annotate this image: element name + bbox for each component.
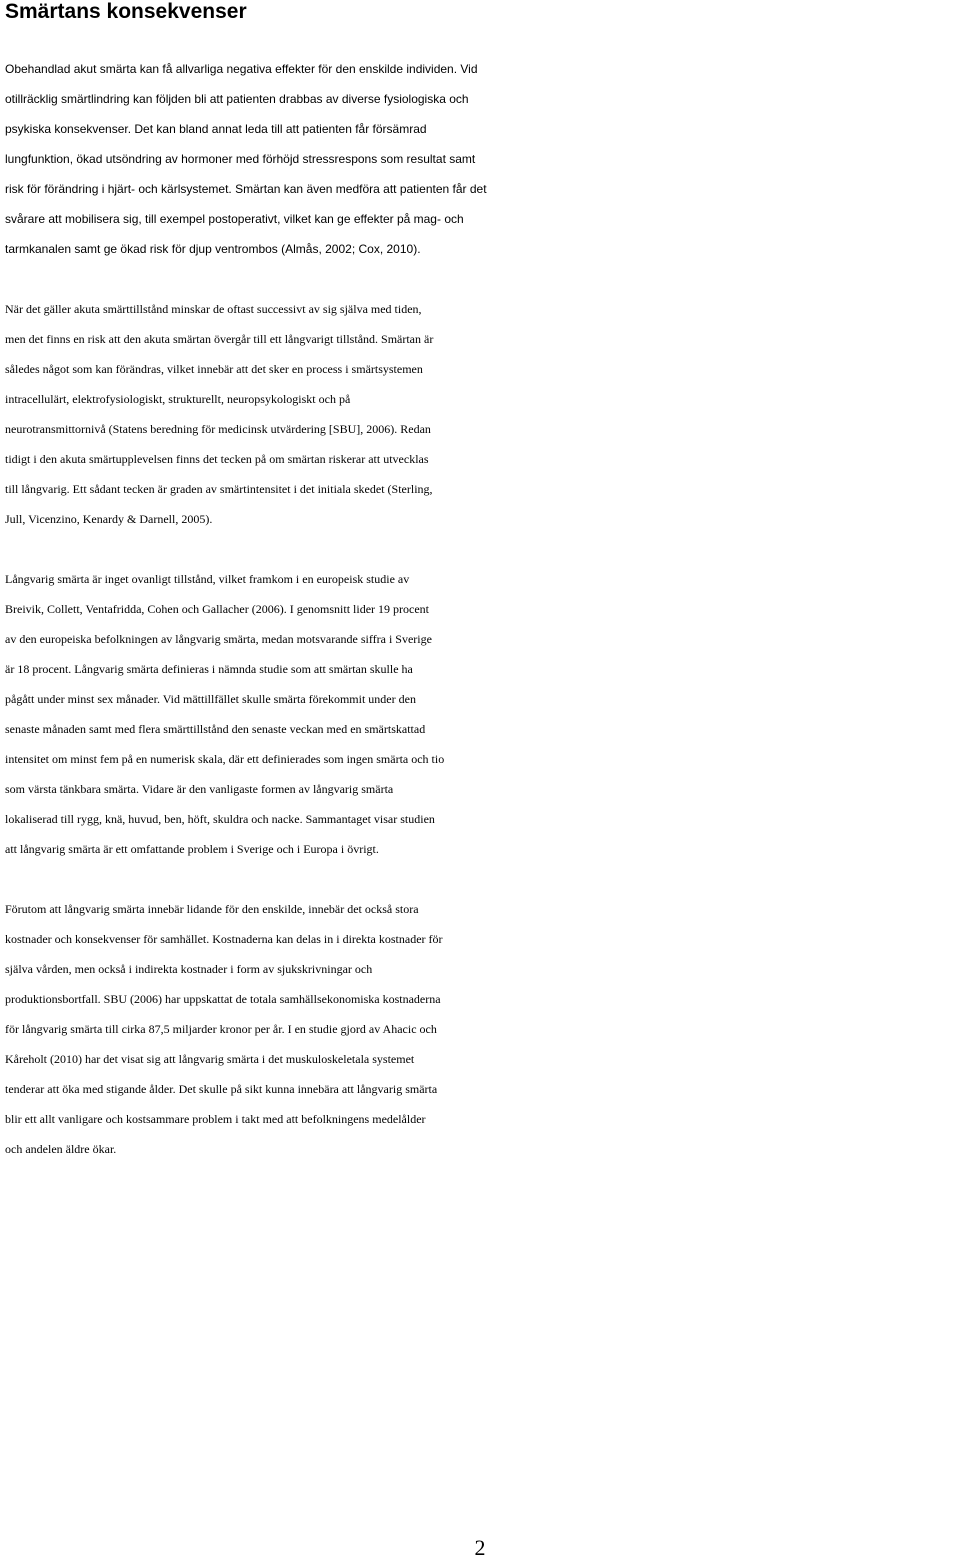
- paragraph-line: är 18 procent. Långvarig smärta definieras i nämnda studie som att smärtan skulle ha: [5, 662, 413, 676]
- paragraph-line: Jull, Vicenzino, Kenardy & Darnell, 2005).: [5, 512, 213, 526]
- paragraph-2: [5, 294, 960, 534]
- paragraph-1: [5, 54, 960, 264]
- paragraph-line: När det gäller akuta smärttillstånd minskar de oftast successivt av sig själva med tiden,: [5, 302, 422, 316]
- paragraph-line: tarmkanalen samt ge ökad risk för djup ventrombos (Almås, 2002; Cox, 2010).: [5, 242, 421, 256]
- paragraph-line: tenderar att öka med stigande ålder. Det skulle på sikt kunna innebära att långvarig smärta: [5, 1082, 438, 1096]
- paragraph-3: [5, 564, 960, 864]
- paragraph-line: senaste månaden samt med flera smärttillstånd den senaste veckan med en smärtskattad: [5, 722, 426, 736]
- paragraph-line: men det finns en risk att den akuta smärtan övergår till ett långvarigt tillstånd. Smärtan är: [5, 332, 434, 346]
- paragraph-line: för långvarig smärta till cirka 87,5 miljarder kronor per år. I en studie gjord av Ahacic och: [5, 1022, 437, 1036]
- paragraph-line: otillräcklig smärtlindring kan följden bli att patienten drabbas av diverse fysiologiska och: [5, 92, 469, 106]
- paragraph-line: lokaliserad till rygg, knä, huvud, ben, höft, skuldra och nacke. Sammantaget visar studien: [5, 812, 435, 826]
- paragraph-line: risk för förändring i hjärt- och kärlsystemet. Smärtan kan även medföra att patienten får det: [5, 182, 487, 196]
- paragraph-line: lungfunktion, ökad utsöndring av hormoner med förhöjd stressrespons som resultat samt: [5, 152, 476, 166]
- paragraph-line: produktionsbortfall. SBU (2006) har uppskattat de totala samhällsekonomiska kostnaderna: [5, 992, 441, 1006]
- paragraph-line: till långvarig. Ett sådant tecken är graden av smärtintensitet i det initiala skedet (Sterling,: [5, 482, 433, 496]
- paragraph-line: och andelen äldre ökar.: [5, 1142, 117, 1156]
- paragraph-line: neurotransmittornivå (Statens beredning för medicinsk utvärdering [SBU], 2006). Redan: [5, 422, 431, 436]
- paragraph-line: Långvarig smärta är inget ovanligt tillstånd, vilket framkom i en europeisk studie av: [5, 572, 410, 586]
- section-heading: Smärtans konsekvenser: [5, 0, 247, 23]
- paragraph-line: Kåreholt (2010) har det visat sig att långvarig smärta i det muskuloskeletala systemet: [5, 1052, 415, 1066]
- paragraph-4: [5, 894, 960, 1164]
- paragraph-line: Obehandlad akut smärta kan få allvarliga negativa effekter för den enskilde individen. Vid: [5, 62, 478, 76]
- paragraph-line: intracellulärt, elektrofysiologiskt, strukturellt, neuropsykologiskt och på: [5, 392, 351, 406]
- page-number: 2: [474, 1535, 486, 1560]
- paragraph-line: intensitet om minst fem på en numerisk skala, där ett definierades som ingen smärta och tio: [5, 752, 445, 766]
- paragraph-line: Breivik, Collett, Ventafridda, Cohen och Gallacher (2006). I genomsnitt lider 19 procent: [5, 602, 430, 616]
- paragraph-line: blir ett allt vanligare och kostsammare problem i takt med att befolkningens medelålder: [5, 1112, 426, 1126]
- paragraph-line: tidigt i den akuta smärtupplevelsen finns det tecken på om smärtan riskerar att utvecklas: [5, 452, 429, 466]
- paragraph-line: psykiska konsekvenser. Det kan bland annat leda till att patienten får försämrad: [5, 122, 427, 136]
- paragraph-line: pågått under minst sex månader. Vid mättillfället skulle smärta förekommit under den: [5, 692, 416, 706]
- paragraph-line: Förutom att långvarig smärta innebär lidande för den enskilde, innebär det också stora: [5, 902, 419, 916]
- paragraph-line: således något som kan förändras, vilket innebär att det sker en process i smärtsystemen: [5, 362, 423, 376]
- paragraph-line: av den europeiska befolkningen av långvarig smärta, medan motsvarande siffra i Sverige: [5, 632, 432, 646]
- paragraph-line: själva vården, men också i indirekta kostnader i form av sjukskrivningar och: [5, 962, 373, 976]
- paragraph-line: att långvarig smärta är ett omfattande problem i Sverige och i Europa i övrigt.: [5, 842, 379, 856]
- paragraph-line: svårare att mobilisera sig, till exempel postoperativt, vilket kan ge effekter på mag- och: [5, 212, 464, 226]
- paragraph-line: kostnader och konsekvenser för samhället. Kostnaderna kan delas in i direkta kostnader för: [5, 932, 443, 946]
- paragraph-line: som värsta tänkbara smärta. Vidare är den vanligaste formen av långvarig smärta: [5, 782, 394, 796]
